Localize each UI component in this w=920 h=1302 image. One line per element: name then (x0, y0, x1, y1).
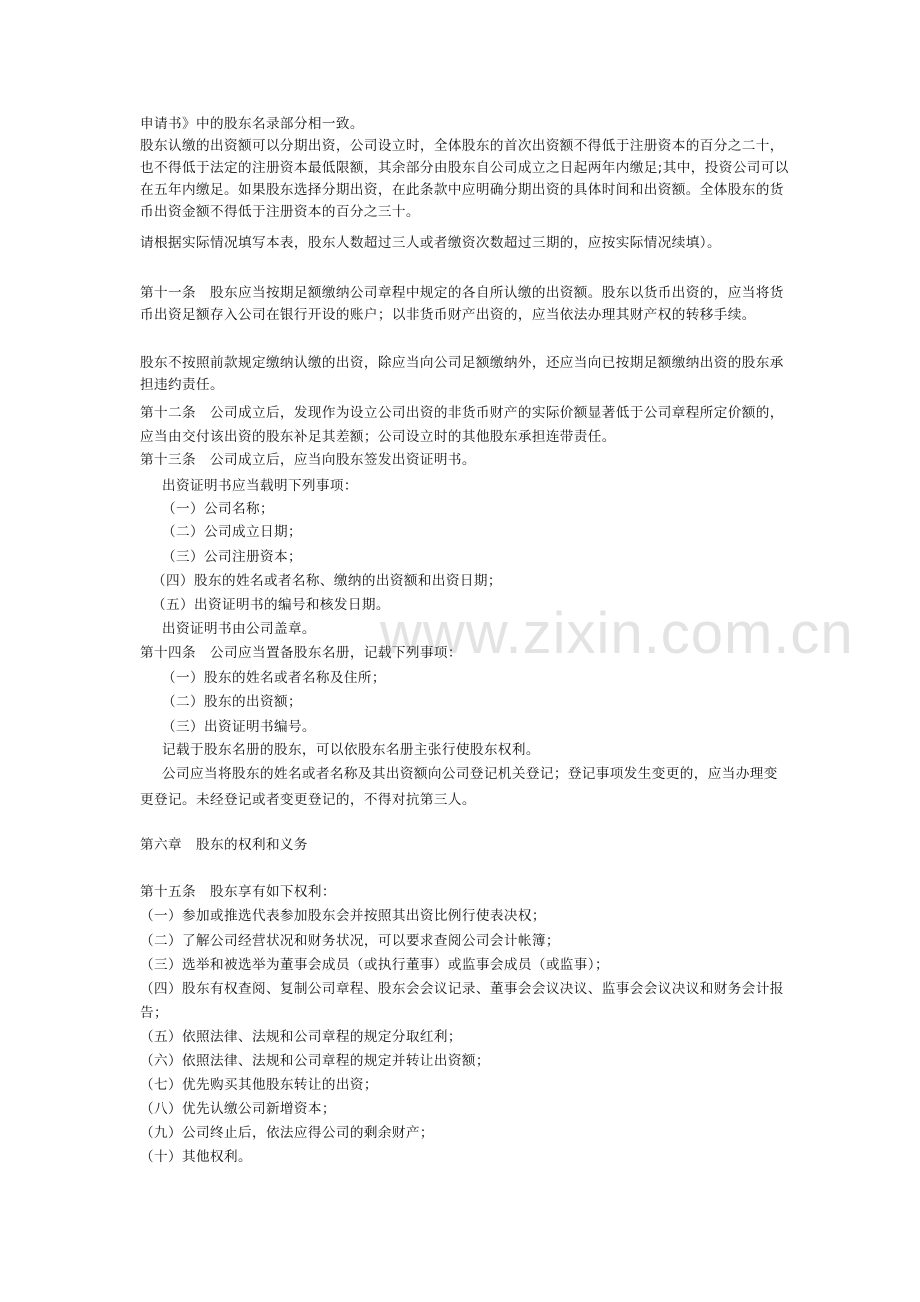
text-line: （二）了解公司经营状况和财务状况，可以要求查阅公司会计帐簿； (140, 933, 560, 949)
text-line: 第六章 股东的权利和义务 (140, 837, 308, 853)
text-line: 第十二条 公司成立后，发现作为设立公司出资的非货币财产的实际价额显著低于公司章程所定价额的， (140, 405, 784, 421)
text-line: （二）公司成立日期； (162, 524, 302, 540)
text-line: （八）优先认缴公司新增资本； (140, 1101, 336, 1117)
text-line: （三）选举和被选举为董事会成员（或执行董事）或监事会成员（或监事）； (140, 957, 609, 973)
text-line: 也不得低于法定的注册资本最低限额，其余部分由股东自公司成立之日起两年内缴足;其中，投资公司可以 (140, 160, 789, 176)
text-line: 第十四条 公司应当置备股东名册，记载下列事项： (140, 645, 462, 661)
text-line: 币出资足额存入公司在银行开设的账户；以非货币财产出资的，应当依法办理其财产权的转移手续。 (140, 307, 756, 323)
text-line: 请根据实际情况填写本表，股东人数超过三人或者缴资次数超过三期的，应按实际情况续填）。 (140, 235, 721, 251)
text-line: （十）其他权利。 (140, 1149, 252, 1165)
text-line: （三）出资证明书编号。 (162, 719, 316, 735)
text-line: 记载于股东名册的股东，可以依股东名册主张行使股东权利。 (162, 742, 540, 758)
text-line: （四）股东有权查阅、复制公司章程、股东会会议记录、董事会会议决议、监事会会议决议和财务会计报 (140, 981, 784, 997)
text-line: 出资证明书由公司盖章。 (162, 621, 316, 637)
text-line: （九）公司终止后，依法应得公司的剩余财产； (140, 1125, 434, 1141)
text-line: 告； (140, 1005, 168, 1021)
text-line: 申请书》中的股东名录部分相一致。 (140, 116, 364, 132)
text-line: 第十三条 公司成立后，应当向股东签发出资证明书。 (140, 452, 476, 468)
text-line: （六）依照法律、法规和公司章程的规定并转让出资额； (140, 1053, 490, 1069)
text-line: 应当由交付该出资的股东补足其差额；公司设立时的其他股东承担连带责任。 (140, 429, 616, 445)
text-line: （三）公司注册资本； (162, 549, 302, 565)
text-line: 股东不按照前款规定缴纳认缴的出资，除应当向公司足额缴纳外，还应当向已按期足额缴纳出资的股东承 (140, 355, 784, 371)
text-line: （五）依照法律、法规和公司章程的规定分取红利； (140, 1029, 462, 1045)
text-line: （一）股东的姓名或者名称及住所； (162, 670, 386, 686)
text-line: 公司应当将股东的姓名或者名称及其出资额向公司登记机关登记；登记事项发生变更的，应当办理变 (162, 766, 778, 782)
text-line: 更登记。未经登记或者变更登记的，不得对抗第三人。 (140, 792, 476, 808)
text-line: 股东认缴的出资额可以分期出资，公司设立时，全体股东的首次出资额不得低于注册资本的百分之二十， (140, 138, 784, 154)
text-line: （五）出资证明书的编号和核发日期。 (152, 597, 390, 613)
text-line: （一）公司名称； (162, 501, 274, 517)
text-line: 第十一条 股东应当按期足额缴纳公司章程中规定的各自所认缴的出资额。股东以货币出资的，应当将货 (140, 285, 784, 301)
text-line: （二）股东的出资额； (162, 694, 302, 710)
text-line: （七）优先购买其他股东转让的出资； (140, 1077, 378, 1093)
watermark: www.zixin.com.cn (380, 601, 854, 666)
text-line: 币出资金额不得低于注册资本的百分之三十。 (140, 204, 420, 220)
text-line: 第十五条 股东享有如下权利： (140, 884, 336, 900)
text-line: （一）参加或推选代表参加股东会并按照其出资比例行使表决权； (140, 908, 546, 924)
text-line: 在五年内缴足。如果股东选择分期出资，在此条款中应明确分期出资的具体时间和出资额。全体股东的货 (140, 182, 784, 198)
text-line: （四）股东的姓名或者名称、缴纳的出资额和出资日期； (152, 573, 502, 589)
text-line: 出资证明书应当载明下列事项： (162, 478, 358, 494)
text-line: 担违约责任。 (140, 377, 224, 393)
